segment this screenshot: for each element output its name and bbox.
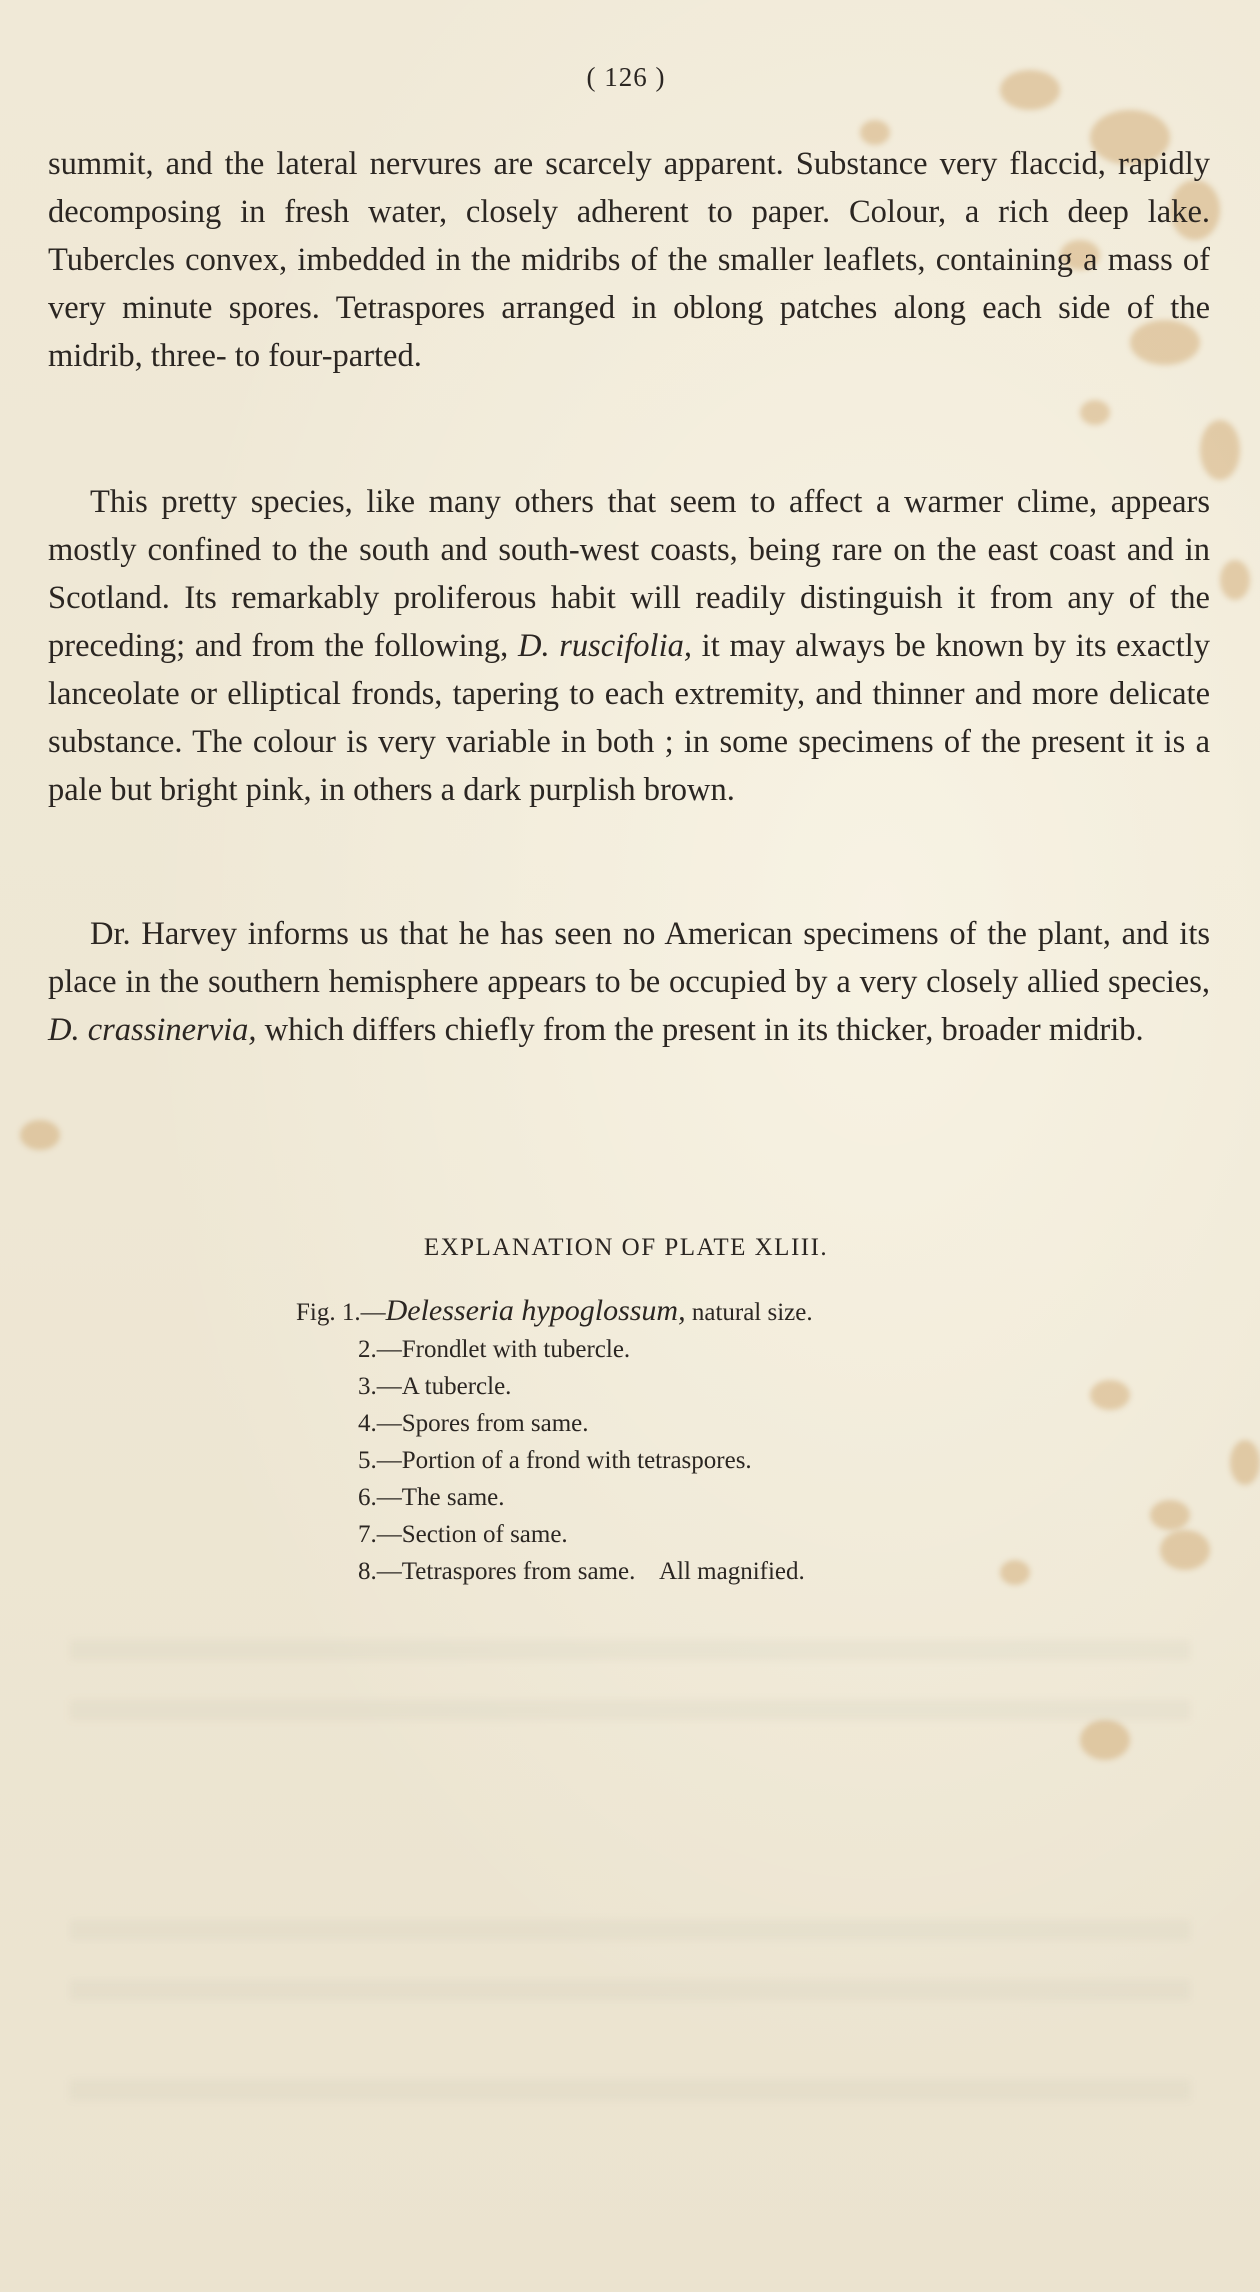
fig-number: 2.: [358, 1336, 377, 1363]
fig-caption: —The same.: [376, 1484, 505, 1511]
text-run: This pretty species, like many others that seem to affect a warmer clime, appears mostly confined to the south and south-west coasts, being rare on the east coast and in Scotland. Its remarkably proliferous habit will readily distinguish it from any of the preceding; and from the following,: [48, 484, 1210, 664]
paragraph-description: [48, 140, 1210, 380]
figure-item: [296, 1331, 813, 1368]
species-name: D. ruscifolia,: [517, 628, 692, 664]
figure-item: [296, 1405, 813, 1442]
species-name: Delesseria hypoglossum,: [385, 1294, 686, 1327]
fig-number: 3.: [358, 1373, 377, 1400]
bleed-through-text: [70, 1700, 1190, 1720]
fig-caption: —A tubercle.: [376, 1373, 512, 1400]
page-number: ( 126 ): [586, 62, 666, 92]
text-run: it may always be known by its exactly lanceolate or elliptical fronds, tapering to each extremity, and thinner and more delicate substance. The colour is very variable in both ; in some specimens of the present it is a pale but bright pink, in others a dark purplish brown.: [48, 628, 1211, 808]
fig-number: 6.: [358, 1484, 377, 1511]
fig-caption: —Portion of a frond with tetraspores.: [376, 1447, 752, 1474]
paragraph-harvey: [48, 910, 1210, 1054]
bleed-through-text: [70, 1920, 1190, 1940]
fig-dash: —: [360, 1299, 386, 1326]
fig-caption: natural size.: [685, 1299, 813, 1326]
paragraph-text: summit, and the lateral nervures are scarcely apparent. Substance very flaccid, rapidly decomposing in fresh water, closely adherent to paper. Colour, a rich deep lake. Tubercles convex, imbedded in the midribs of the smaller leaflets, containing a mass of very minute spores. Tetraspores arranged in oblong patches along each side of the midrib, three- to four-parted.: [48, 146, 1210, 374]
bleed-through-text: [70, 1980, 1190, 2000]
paragraph-distribution: [48, 478, 1210, 814]
fig-caption: —Frondlet with tubercle.: [376, 1336, 631, 1363]
bleed-through-text: [70, 1640, 1190, 1660]
fig-caption: —Tetraspores from same. All magnified.: [376, 1558, 805, 1585]
fig-number: 8.: [358, 1558, 377, 1585]
text-run: Dr. Harvey informs us that he has seen no American specimens of the plant, and its place in the southern hemisphere appears to be occupied by a very closely allied species,: [48, 916, 1210, 1000]
fig-caption: —Spores from same.: [376, 1410, 589, 1437]
fig-prefix: Fig.: [296, 1299, 336, 1326]
text-run: which differs chiefly from the present in its thicker, broader midrib.: [256, 1012, 1144, 1048]
bleed-through-text: [70, 2080, 1190, 2100]
fig-number: 7.: [358, 1521, 377, 1548]
figure-item: [296, 1479, 813, 1516]
figure-item: [296, 1368, 813, 1405]
paragraph-text: [48, 478, 1210, 814]
figure-item: [296, 1442, 813, 1479]
paragraph-text: [48, 910, 1210, 1054]
figure-item: [296, 1292, 813, 1331]
fig-number: 5.: [358, 1447, 377, 1474]
figure-list: [296, 1292, 813, 1590]
plate-explanation-title: EXPLANATION OF PLATE XLIII.: [423, 1234, 829, 1261]
fig-caption: —Section of same.: [376, 1521, 568, 1548]
figure-item: [296, 1516, 813, 1553]
species-name: D. crassinervia,: [48, 1012, 257, 1048]
figure-item: [296, 1553, 813, 1590]
fig-number: 4.: [358, 1410, 377, 1437]
fig-number: 1.: [341, 1299, 361, 1326]
